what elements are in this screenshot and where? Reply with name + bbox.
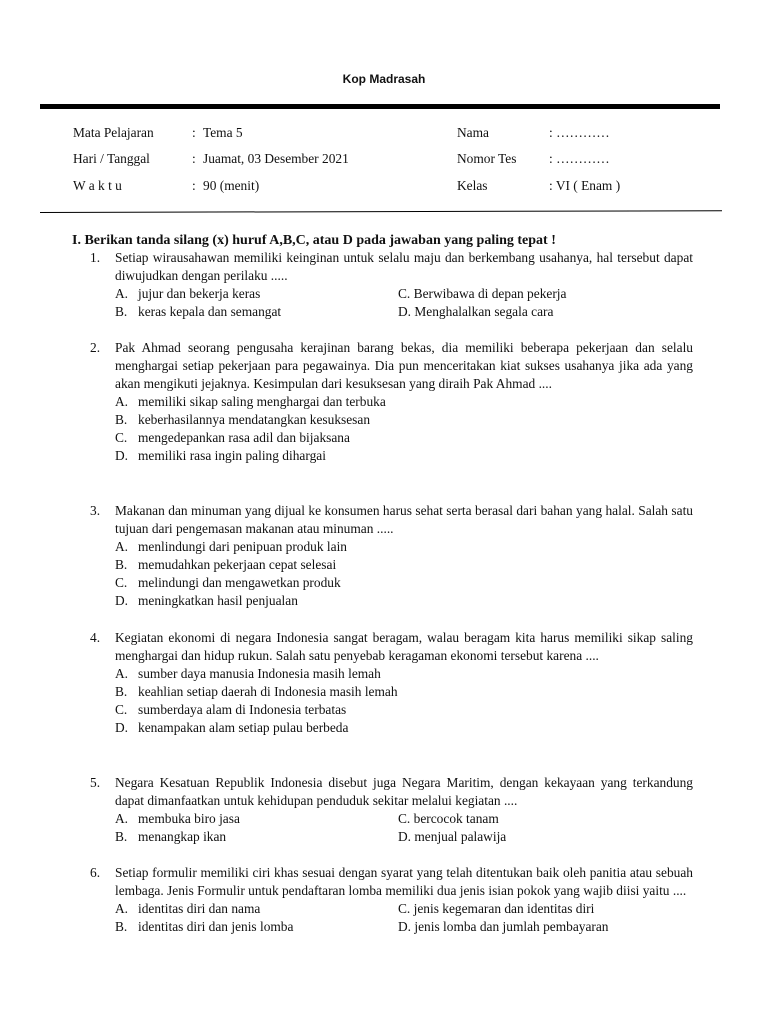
- question-text: Pak Ahmad seorang pengusaha kerajinan barang bekas, dia memiliki beberapa pekerjaan dan selalu menghargai setiap pekerjaan para pegawainya. Dia pun menceritakan kiat sukses usahanya jika ada yang akan mengikuti jejaknya. Kesimpulan dari kesuksesan yang diraih Pak Ahmad ....: [115, 340, 693, 391]
- option-text: meningkatkan hasil penjualan: [138, 593, 298, 608]
- option-a[interactable]: [115, 900, 693, 918]
- option-text: keberhasilannya mendatangkan kesuksesan: [138, 412, 371, 427]
- option-text: jujur dan bekerja keras: [138, 286, 261, 301]
- option-d[interactable]: [115, 592, 693, 610]
- option-a[interactable]: [115, 285, 693, 303]
- option-text: identitas diri dan nama: [138, 901, 261, 916]
- header-divider-thin: [40, 210, 722, 213]
- option-d[interactable]: [115, 719, 693, 737]
- value-nama: : …………: [549, 125, 610, 140]
- option-letter: C.: [115, 575, 128, 590]
- option-b[interactable]: [115, 918, 693, 936]
- question-number: 4.: [90, 630, 101, 645]
- value-hari-tanggal: Juamat, 03 Desember 2021: [203, 151, 349, 166]
- option-text: menlindungi dari penipuan produk lain: [138, 539, 347, 554]
- question-number: 5.: [90, 775, 101, 790]
- option-text: sumberdaya alam di Indonesia terbatas: [138, 702, 347, 717]
- header-divider-thick: [40, 104, 720, 109]
- option-letter: B.: [115, 829, 128, 844]
- question-2: [90, 339, 693, 465]
- question-3: [90, 502, 693, 610]
- sep-waktu: :: [192, 178, 196, 193]
- option-letter: B.: [115, 919, 128, 934]
- options: [115, 538, 693, 610]
- option-letter: D.: [115, 448, 129, 463]
- option-text: identitas diri dan jenis lomba: [138, 919, 294, 934]
- option-text: keras kepala dan semangat: [138, 304, 282, 319]
- option-text: memiliki rasa ingin paling dihargai: [138, 448, 326, 463]
- question-6: [90, 864, 693, 936]
- option-letter: C.: [398, 901, 411, 916]
- question-number: 6.: [90, 865, 101, 880]
- option-text: bercocok tanam: [413, 811, 499, 826]
- option-c[interactable]: [115, 574, 693, 592]
- option-letter: C.: [115, 430, 128, 445]
- question-text: Setiap wirausahawan memiliki keinginan untuk selalu maju dan berkembang usahanya, hal tersebut dapat diwujudkan dengan perilaku .....: [115, 250, 693, 283]
- option-letter: A.: [115, 901, 129, 916]
- options: [115, 665, 693, 737]
- option-text: sumber daya manusia Indonesia masih lemah: [138, 666, 381, 681]
- option-b[interactable]: [115, 683, 693, 701]
- option-letter: B.: [115, 684, 128, 699]
- option-a[interactable]: [115, 665, 693, 683]
- option-letter: A.: [115, 666, 129, 681]
- sep-hari-tanggal: :: [192, 151, 196, 166]
- option-letter: D.: [398, 829, 412, 844]
- value-nomor-tes: : …………: [549, 151, 610, 166]
- option-letter: B.: [115, 557, 128, 572]
- label-nama: Nama: [457, 125, 489, 140]
- question-4: [90, 629, 693, 737]
- label-mata-pelajaran: Mata Pelajaran: [73, 125, 154, 140]
- question-number: 3.: [90, 503, 101, 518]
- option-letter: D.: [398, 304, 412, 319]
- option-c[interactable]: [115, 429, 693, 447]
- option-text: kenampakan alam setiap pulau berbeda: [138, 720, 349, 735]
- option-text: jenis lomba dan jumlah pembayaran: [414, 919, 609, 934]
- options: [115, 810, 693, 846]
- question-text: Negara Kesatuan Republik Indonesia disebut juga Negara Maritim, dengan kekayaan yang terkandung dapat dimanfaatkan untuk kehidupan penduduk sekitar melalui kegiatan ....: [115, 775, 693, 808]
- option-letter: B.: [115, 412, 128, 427]
- option-letter: D.: [398, 919, 412, 934]
- option-text: jenis kegemaran dan identitas diri: [413, 901, 595, 916]
- kop-madrasah: Kop Madrasah: [342, 72, 426, 86]
- question-number: 1.: [90, 250, 101, 265]
- option-text: Berwibawa di depan pekerja: [413, 286, 567, 301]
- label-nomor-tes: Nomor Tes: [457, 151, 517, 166]
- option-d[interactable]: [398, 828, 506, 846]
- options: [115, 900, 693, 936]
- option-letter: D.: [115, 720, 129, 735]
- option-text: Menghalalkan segala cara: [414, 304, 554, 319]
- option-letter: A.: [115, 539, 129, 554]
- option-letter: A.: [115, 811, 129, 826]
- value-kelas: : VI ( Enam ): [549, 178, 621, 193]
- section-instruction: I. Berikan tanda silang (x) huruf A,B,C, atau D pada jawaban yang paling tepat !: [72, 233, 556, 248]
- option-letter: D.: [115, 593, 129, 608]
- option-letter: A.: [115, 286, 129, 301]
- option-d[interactable]: [398, 918, 609, 936]
- options: [115, 393, 693, 465]
- label-waktu: W a k t u: [73, 178, 122, 193]
- question-text: Kegiatan ekonomi di negara Indonesia sangat beragam, walau beragam kita harus memiliki sikap saling menghargai dan hidup rukun. Salah satu penyebab keragaman ekonomi tersebut karena ....: [115, 630, 693, 663]
- option-c[interactable]: [398, 285, 566, 303]
- question-text: Setiap formulir memiliki ciri khas sesuai dengan syarat yang telah ditentukan baik oleh panitia atau sebuah lembaga. Jenis Formulir untuk pendaftaran lomba memiliki dua jenis isian pokok yang wajib diisi yaitu ....: [115, 865, 693, 898]
- option-text: membuka biro jasa: [138, 811, 240, 826]
- value-waktu: 90 (menit): [203, 178, 260, 193]
- sep-mata-pelajaran: :: [192, 125, 196, 140]
- option-b[interactable]: [115, 828, 693, 846]
- option-b[interactable]: [115, 411, 693, 429]
- option-c[interactable]: [115, 701, 693, 719]
- option-b[interactable]: [115, 303, 693, 321]
- question-text: Makanan dan minuman yang dijual ke konsumen harus sehat serta berasal dari bahan yang halal. Salah satu tujuan dari pengemasan makanan atau minuman .....: [115, 503, 693, 536]
- label-kelas: Kelas: [457, 178, 488, 193]
- option-text: memudahkan pekerjaan cepat selesai: [138, 557, 337, 572]
- option-text: melindungi dan mengawetkan produk: [138, 575, 341, 590]
- option-a[interactable]: [115, 538, 693, 556]
- option-c[interactable]: [398, 900, 594, 918]
- option-d[interactable]: [398, 303, 553, 321]
- option-letter: C.: [115, 702, 128, 717]
- question-number: 2.: [90, 340, 101, 355]
- option-letter: C.: [398, 811, 411, 826]
- option-letter: B.: [115, 304, 128, 319]
- option-letter: C.: [398, 286, 411, 301]
- question-1: [90, 249, 693, 321]
- option-text: keahlian setiap daerah di Indonesia masih lemah: [138, 684, 398, 699]
- option-text: menangkap ikan: [138, 829, 227, 844]
- option-text: mengedepankan rasa adil dan bijaksana: [138, 430, 350, 445]
- label-hari-tanggal: Hari / Tanggal: [73, 151, 150, 166]
- option-b[interactable]: [115, 556, 693, 574]
- value-mata-pelajaran: Tema 5: [203, 125, 243, 140]
- options: [115, 285, 693, 321]
- question-5: [90, 774, 693, 846]
- option-c[interactable]: [398, 810, 499, 828]
- option-a[interactable]: [115, 393, 693, 411]
- option-letter: A.: [115, 394, 129, 409]
- option-d[interactable]: [115, 447, 693, 465]
- option-text: menjual palawija: [414, 829, 507, 844]
- option-a[interactable]: [115, 810, 693, 828]
- option-text: memiliki sikap saling menghargai dan terbuka: [138, 394, 386, 409]
